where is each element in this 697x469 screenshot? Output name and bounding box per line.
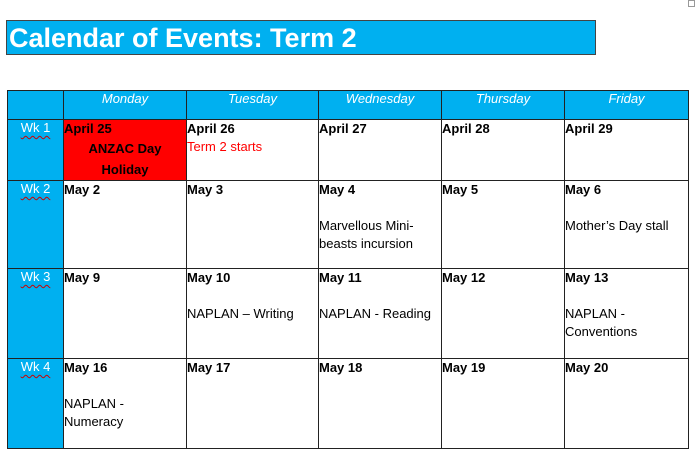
week-row: [8, 181, 689, 269]
day-header-monday: Monday: [64, 91, 187, 120]
day-cell: [64, 181, 187, 269]
week-label-cell: [8, 120, 64, 181]
day-cell: [187, 120, 319, 181]
event-text: NAPLAN - Reading: [319, 306, 431, 321]
date-label: May 19: [442, 360, 486, 375]
day-header-wednesday: Wednesday: [319, 91, 442, 120]
event-text: Marvellous Mini-beasts incursion: [319, 218, 414, 251]
day-cell-holiday: [64, 120, 187, 181]
date-label: April 29: [565, 121, 613, 136]
calendar-table: [7, 90, 689, 449]
date-label: May 9: [64, 270, 101, 285]
date-label: May 20: [565, 360, 609, 375]
date-label: May 2: [64, 182, 101, 197]
event-text: NAPLAN - Conventions: [565, 306, 638, 339]
day-header-friday: Friday: [565, 91, 689, 120]
week-label: Wk 2: [20, 181, 51, 196]
day-cell: [319, 359, 442, 449]
date-label: May 4: [319, 182, 356, 197]
day-header-tuesday: Tuesday: [187, 91, 319, 120]
page-title: Calendar of Events: Term 2: [6, 20, 596, 55]
day-cell: [64, 359, 187, 449]
date-label: May 13: [565, 270, 609, 285]
week-label-cell: [8, 269, 64, 359]
week-row: [8, 269, 689, 359]
date-label: May 12: [442, 270, 486, 285]
event-text: Term 2 starts: [187, 139, 263, 154]
event-text: ANZAC Day Holiday: [88, 141, 162, 177]
day-cell: [187, 359, 319, 449]
date-label: May 16: [64, 360, 108, 375]
event-text: NAPLAN - Numeracy: [64, 396, 124, 429]
day-cell: [64, 269, 187, 359]
date-label: May 10: [187, 270, 231, 285]
date-label: May 5: [442, 182, 479, 197]
day-header-row: [8, 91, 689, 120]
week-row: [8, 120, 689, 181]
date-label: April 25: [64, 121, 112, 136]
date-label: May 18: [319, 360, 363, 375]
week-label-cell: [8, 359, 64, 449]
day-cell: [565, 359, 689, 449]
date-label: April 26: [187, 121, 235, 136]
day-cell: [442, 181, 565, 269]
week-label: Wk 1: [20, 120, 51, 135]
day-cell: [319, 181, 442, 269]
date-label: May 3: [187, 182, 224, 197]
date-label: April 27: [319, 121, 367, 136]
day-cell: [565, 269, 689, 359]
day-cell: [319, 269, 442, 359]
day-header-thursday: Thursday: [442, 91, 565, 120]
day-cell: [565, 181, 689, 269]
date-label: May 6: [565, 182, 602, 197]
date-label: May 17: [187, 360, 231, 375]
day-cell: [442, 269, 565, 359]
day-cell: [187, 269, 319, 359]
date-label: April 28: [442, 121, 490, 136]
event-text: NAPLAN – Writing: [187, 306, 294, 321]
week-label: Wk 4: [20, 359, 51, 374]
event-text: Mother’s Day stall: [565, 218, 669, 233]
header-corner-cell: [8, 91, 64, 120]
week-label: Wk 3: [20, 269, 51, 284]
day-cell: [565, 120, 689, 181]
week-label-cell: [8, 181, 64, 269]
day-cell: [442, 120, 565, 181]
page-corner-mark: [688, 0, 695, 7]
date-label: May 11: [319, 270, 362, 285]
day-cell: [187, 181, 319, 269]
week-row: [8, 359, 689, 449]
day-cell: [319, 120, 442, 181]
day-cell: [442, 359, 565, 449]
